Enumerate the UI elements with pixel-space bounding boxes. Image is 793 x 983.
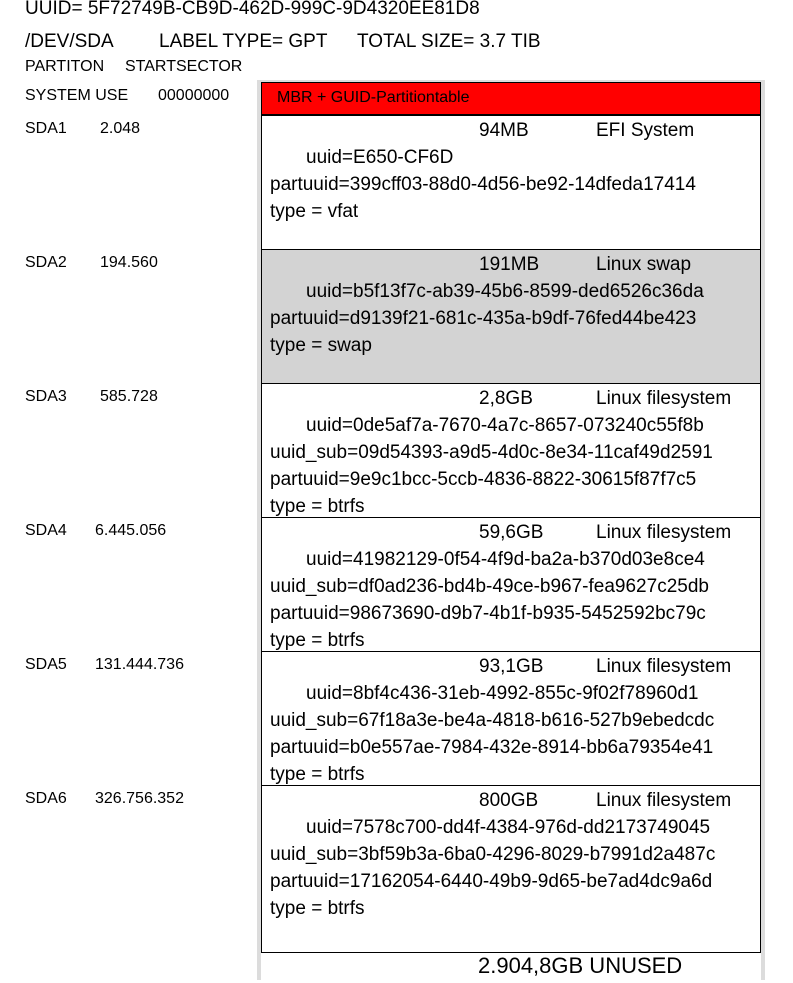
partition-name: SDA4 [25, 522, 67, 539]
partition-block [261, 383, 761, 518]
partition-uuid-sub: uuid_sub=09d54393-a9d5-4d0c-8e34-11caf49d2591 [270, 442, 713, 463]
partition-block [261, 115, 761, 250]
partition-start-sector: 131.444.736 [95, 656, 184, 673]
partition-block [261, 651, 761, 786]
partition-type: Linux filesystem [596, 656, 732, 677]
system-use-start: 00000000 [158, 87, 230, 104]
partition-partuuid: partuuid=d9139f21-681c-435a-b9df-76fed44be423 [270, 308, 697, 329]
partition-type: Linux filesystem [596, 790, 732, 811]
partition-name: SDA3 [25, 388, 67, 405]
partition-start-sector: 6.445.056 [95, 522, 167, 539]
total-size: TOTAL SIZE= 3.7 TIB [357, 31, 541, 52]
label-type: LABEL TYPE= GPT [159, 31, 328, 52]
partition-size: 94MB [479, 120, 529, 141]
device-name: /DEV/SDA [25, 31, 114, 52]
column-partition: PARTITON [25, 58, 105, 75]
partition-uuid: uuid=8bf4c436-31eb-4992-855c-9f02f78960d1 [306, 683, 699, 704]
partition-fs-type: type = btrfs [270, 630, 365, 651]
partition-size: 93,1GB [479, 656, 544, 677]
partition-type: EFI System [596, 120, 695, 141]
partition-name: SDA2 [25, 254, 67, 271]
partition-type: Linux filesystem [596, 388, 732, 409]
partition-partuuid: partuuid=17162054-6440-49b9-9d65-be7ad4dc9a6d [270, 871, 713, 892]
partition-type: Linux filesystem [596, 522, 732, 543]
partition-start-sector: 2.048 [100, 120, 141, 137]
partition-partuuid: partuuid=b0e557ae-7984-432e-8914-bb6a79354e41 [270, 737, 714, 758]
partition-fs-type: type = btrfs [270, 496, 365, 517]
partition-name: SDA6 [25, 790, 67, 807]
partition-fs-type: type = btrfs [270, 764, 365, 785]
partition-name: SDA1 [25, 120, 67, 137]
partition-start-sector: 585.728 [100, 388, 158, 405]
partition-uuid-sub: uuid_sub=df0ad236-bd4b-49ce-b967-fea9627c25db [270, 576, 709, 597]
partition-size: 800GB [479, 790, 539, 811]
partition-uuid: uuid=0de5af7a-7670-4a7c-8657-073240c55f8b [306, 415, 704, 436]
partition-fs-type: type = swap [270, 335, 372, 356]
partition-size: 2,8GB [479, 388, 533, 409]
partition-block [261, 249, 761, 384]
column-startsector: STARTSECTOR [125, 58, 243, 75]
unused-block [261, 952, 761, 983]
mbr-block: MBR + GUID-Partitiontable [261, 82, 761, 115]
disk-uuid-label: UUID= [25, 0, 83, 19]
partition-size: 59,6GB [479, 522, 544, 543]
partition-start-sector: 194.560 [100, 254, 158, 271]
partition-block [261, 785, 761, 953]
partition-start-sector: 326.756.352 [95, 790, 184, 807]
partition-uuid-sub: uuid_sub=67f18a3e-be4a-4818-b616-527b9ebedcdc [270, 710, 715, 731]
disk-uuid-value: 5F72749B-CB9D-462D-999C-9D4320EE81D8 [87, 0, 480, 19]
partition-uuid-sub: uuid_sub=3bf59b3a-6ba0-4296-8029-b7991d2a487c [270, 844, 716, 865]
disk-uuid [25, 0, 480, 20]
partition-partuuid: partuuid=98673690-d9b7-4b1f-b935-5452592bc79c [270, 603, 706, 624]
partition-size: 191MB [479, 254, 540, 275]
partition-uuid: uuid=41982129-0f54-4f9d-ba2a-b370d03e8ce4 [306, 549, 705, 570]
partition-name: SDA5 [25, 656, 67, 673]
partition-partuuid: partuuid=9e9c1bcc-5ccb-4836-8822-30615f87f7c5 [270, 469, 697, 490]
partition-block [261, 517, 761, 652]
system-use-label: SYSTEM USE [25, 87, 129, 104]
partition-type: Linux swap [596, 254, 692, 275]
unused-label: 2.904,8GB UNUSED [478, 953, 683, 978]
partition-uuid: uuid=b5f13f7c-ab39-45b6-8599-ded6526c36da [306, 281, 704, 302]
partition-uuid: uuid=E650-CF6D [306, 147, 454, 168]
partition-uuid: uuid=7578c700-dd4f-4384-976d-dd2173749045 [306, 817, 711, 838]
partition-fs-type: type = vfat [270, 201, 359, 222]
partition-partuuid: partuuid=399cff03-88d0-4d56-be92-14dfeda17414 [270, 174, 696, 195]
partition-fs-type: type = btrfs [270, 898, 365, 919]
